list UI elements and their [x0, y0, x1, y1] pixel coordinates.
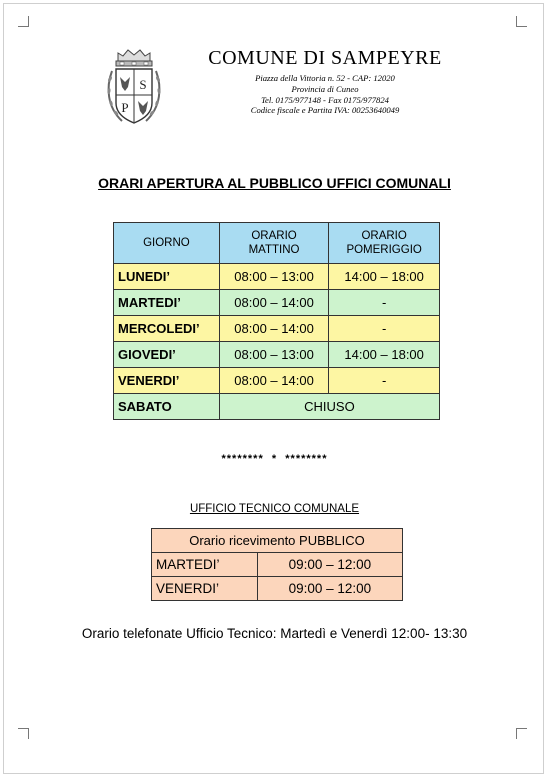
table-row [114, 316, 440, 342]
table-header-row [152, 529, 403, 553]
day-cell: MARTEDI’ [114, 290, 220, 316]
afternoon-cell: - [329, 316, 440, 342]
opening-hours-heading: ORARI APERTURA AL PUBBLICO UFFICI COMUNALI [98, 175, 451, 191]
table-row-saturday [114, 394, 440, 420]
day-cell: VENERDI’ [152, 577, 258, 601]
tech-office-heading: UFFICIO TECNICO COMUNALE [189, 503, 360, 515]
time-cell: 09:00 – 12:00 [257, 577, 402, 601]
afternoon-cell: 14:00 – 18:00 [329, 264, 440, 290]
crop-mark [18, 16, 29, 27]
coat-of-arms-icon [104, 47, 164, 129]
day-cell: SABATO [114, 394, 220, 420]
phone-fax-line: Tel. 0175/977148 - Fax 0175/977824 [261, 94, 389, 105]
crop-mark [18, 728, 29, 739]
table-row [114, 264, 440, 290]
phone-hours-note: Orario telefonate Ufficio Tecnico: Martedì e Venerdì 12:00- 13:30 [81, 626, 468, 641]
table-row [114, 290, 440, 316]
day-cell: MARTEDI’ [152, 553, 258, 577]
day-cell: VENERDI’ [114, 368, 220, 394]
separator: ******** * ******** [221, 453, 328, 465]
afternoon-cell: - [329, 290, 440, 316]
address-line: Piazza della Vittoria n. 52 - CAP: 12020 [255, 73, 395, 83]
closed-cell: CHIUSO [219, 394, 439, 420]
crest-letter-p: P [121, 100, 129, 115]
crop-mark [516, 16, 527, 27]
table-row [114, 342, 440, 368]
day-cell: LUNEDI’ [114, 264, 220, 290]
morning-cell: 08:00 – 14:00 [219, 290, 328, 316]
afternoon-cell: 14:00 – 18:00 [329, 342, 440, 368]
crop-mark [516, 728, 527, 739]
province-line: Provincia di Cuneo [291, 83, 359, 94]
table-row [114, 368, 440, 394]
morning-cell: 08:00 – 14:00 [219, 368, 328, 394]
table-row [152, 577, 403, 601]
reception-hours-title: Orario ricevimento PUBBLICO [152, 529, 403, 553]
day-cell: MERCOLEDI’ [114, 316, 220, 342]
day-cell: GIOVEDI’ [114, 342, 220, 368]
municipality-title: COMUNE DI SAMPEYRE [208, 47, 442, 69]
opening-hours-table [113, 222, 440, 420]
morning-cell: 08:00 – 13:00 [219, 264, 328, 290]
column-header-day: GIORNO [114, 223, 220, 264]
morning-cell: 08:00 – 13:00 [219, 342, 328, 368]
time-cell: 09:00 – 12:00 [257, 553, 402, 577]
morning-cell: 08:00 – 14:00 [219, 316, 328, 342]
afternoon-cell: - [329, 368, 440, 394]
table-header-row [114, 223, 440, 264]
column-header-afternoon: ORARIO POMERIGGIO [329, 223, 440, 264]
column-header-morning: ORARIO MATTINO [219, 223, 328, 264]
address-block [190, 73, 460, 116]
table-row [152, 553, 403, 577]
crest-letter-s: S [139, 77, 147, 92]
tax-code-line: Codice fiscale e Partita IVA: 00253640049 [250, 105, 400, 116]
tech-office-table [151, 528, 403, 601]
